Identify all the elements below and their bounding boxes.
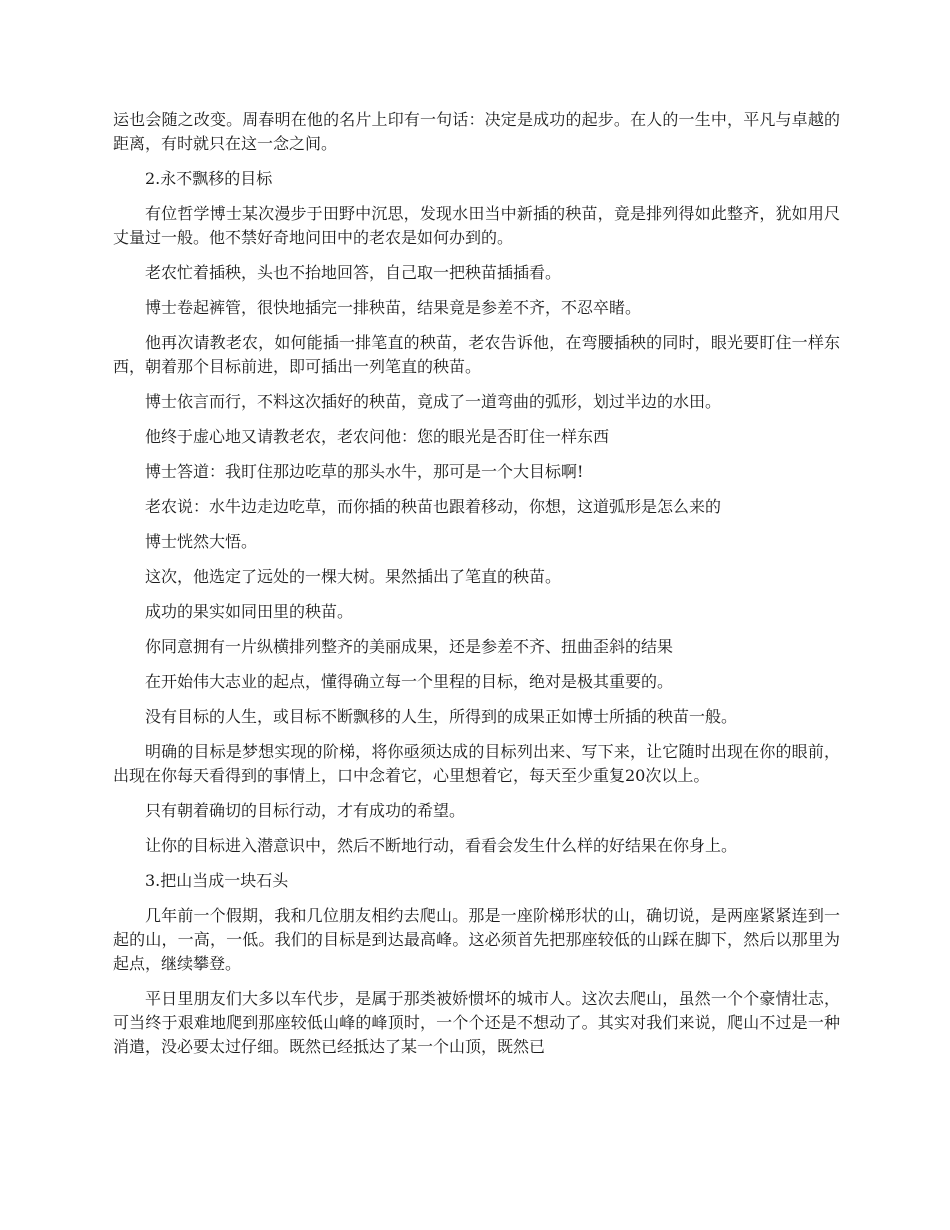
body-paragraph: 博士依言而行，不料这次插好的秧苗，竟成了一道弯曲的弧形，划过半边的水田。	[145, 392, 722, 411]
body-paragraph: 博士答道：我盯住那边吃草的那头水牛，那可是一个大目标啊!	[145, 462, 584, 481]
body-paragraph: 老农忙着插秧，头也不抬地回答，自己取一把秧苗插插看。	[145, 263, 562, 282]
body-paragraph: 让你的目标进入潜意识中，然后不断地行动，看看会发生什么样的好结果在你身上。	[145, 836, 738, 855]
body-paragraph: 成功的果实如同田里的秧苗。	[145, 602, 354, 621]
body-paragraph: 只有朝着确切的目标行动，才有成功的希望。	[145, 801, 466, 820]
section-heading: 3.把山当成一块石头	[145, 871, 289, 890]
body-paragraph: 平日里朋友们大多以车代步，是属于那类被娇惯坏的城市人。这次去爬山，虽然一个个豪情壮志，可当终于艰难地爬到那座较低山峰的峰顶时，一个个还是不想动了。其实对我们来说，爬山不过是一种消遣，没必要太过仔细。既然已经抵达了某一个山顶，既然已	[113, 989, 840, 1056]
section-heading: 2.永不飘移的目标	[145, 169, 273, 188]
body-paragraph: 他再次请教老农，如何能插一排笔直的秧苗，老农告诉他，在弯腰插秧的同时，眼光要盯住一样东西，朝着那个目标前进，即可插出一列笔直的秧苗。	[113, 333, 840, 376]
body-paragraph: 博士恍然大悟。	[145, 532, 258, 551]
document-page	[113, 108, 840, 1070]
body-paragraph: 他终于虚心地又请教老农，老农问他：您的眼光是否盯住一样东西	[145, 427, 610, 446]
body-paragraph: 明确的目标是梦想实现的阶梯，将你亟须达成的目标列出来、写下来，让它随时出现在你的眼前，出现在你每天看得到的事情上，口中念着它，心里想着它，每天至少重复20次以上。	[113, 742, 840, 785]
body-paragraph: 在开始伟大志业的起点，懂得确立每一个里程的目标，绝对是极其重要的。	[145, 672, 674, 691]
body-paragraph: 老农说：水牛边走边吃草，而你插的秧苗也跟着移动，你想，这道弧形是怎么来的	[145, 497, 722, 516]
body-paragraph: 有位哲学博士某次漫步于田野中沉思，发现水田当中新插的秧苗，竟是排列得如此整齐，犹如用尺丈量过一般。他不禁好奇地问田中的老农是如何办到的。	[113, 204, 840, 247]
body-paragraph: 你同意拥有一片纵横排列整齐的美丽成果，还是参差不齐、扭曲歪斜的结果	[145, 637, 674, 656]
body-paragraph: 没有目标的人生，或目标不断飘移的人生，所得到的成果正如博士所插的秧苗一般。	[145, 707, 738, 726]
body-paragraph: 这次，他选定了远处的一棵大树。果然插出了笔直的秧苗。	[145, 567, 562, 586]
body-paragraph: 运也会随之改变。周春明在他的名片上印有一句话：决定是成功的起步。在人的一生中，平凡与卓越的距离，有时就只在这一念之间。	[113, 110, 840, 153]
body-paragraph: 博士卷起裤管，很快地插完一排秧苗，结果竟是参差不齐，不忍卒睹。	[145, 298, 642, 317]
body-paragraph: 几年前一个假期，我和几位朋友相约去爬山。那是一座阶梯形状的山，确切说，是两座紧紧连到一起的山，一高，一低。我们的目标是到达最高峰。这必须首先把那座较低的山踩在脚下，然后以那里为起点，继续攀登。	[113, 906, 840, 973]
